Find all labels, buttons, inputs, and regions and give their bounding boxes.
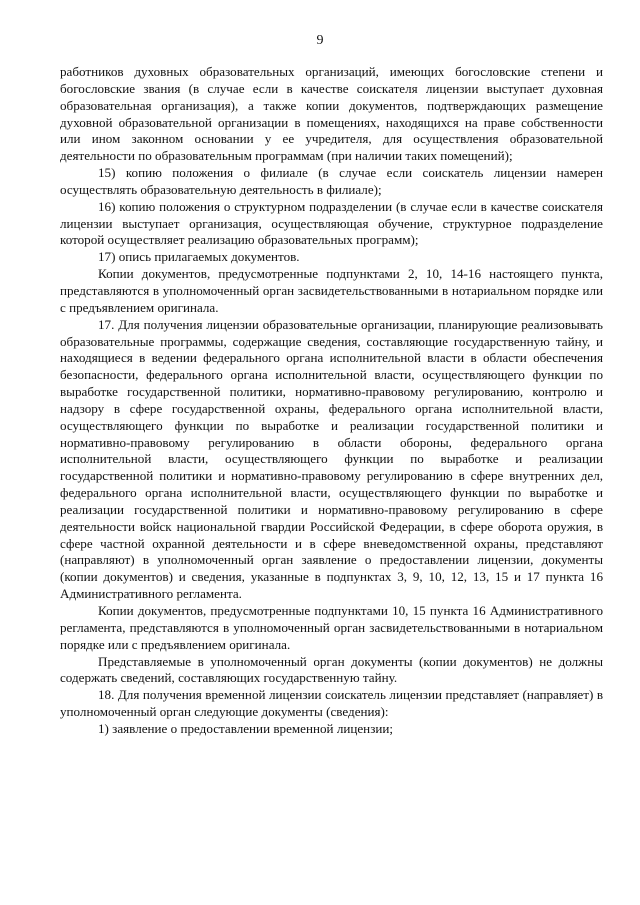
paragraph-clause-18: 18. Для получения временной лицензии соискатель лицензии представляет (направляет) в уполномоченный орган следующие документы (сведения): [60,687,603,720]
paragraph-item-1: 1) заявление о предоставлении временной лицензии; [98,720,394,736]
paragraph-clause-17: 17. Для получения лицензии образовательные организации, планирующие реализовывать образовательные программы, содержащие сведения, составляющие государственную тайну, и находящиеся в ведении федерального органа исполнительной власти в области обеспечения безопасности, федерального органа исполнительной власти, осуществляющего функции по выработке государственной политики, нормативно-правовому регулированию, контролю и надзору в сфере государственной охраны, федерального органа исполнительной власти, осуществляющего функции по выработке и реализации государственной политики и нормативно-правовому регулированию в области обороны, федерального органа исполнительной власти, осуществляющего функции по выработке и реализации государственной политики и нормативно-правовому регулированию в сфере внутренних дел, федерального органа исполнительной власти, осуществляющего функции по выработке и реализации государственной политики и нормативно-правовому регулированию в сфере деятельности войск национальной гвардии Российской Федерации, в сфере оборота оружия, в сфере частной охранной деятельности и в сфере вневедомственной охраны, представляют (направляют) в уполномоченный орган заявление о предоставлении лицензии, документы (копии документов) и сведения, указанные в подпунктах 3, 9, 10, 12, 13, 15 и 17 пункта 16 Административного регламента. [60,316,603,602]
page-number: 9 [316,33,324,48]
paragraph-continuation: работников духовных образовательных организаций, имеющих богословские степени и богословские звания (в случае если в качестве соискателя лицензии выступает духовная образовательная организация), а также копии документов, подтверждающих размещение духовной образовательной организации в помещениях, находящихся на праве собственности или ином законном основании у ее учредителя, для осуществления образовательной деятельности по образовательным программам (при наличии таких помещений); [60,64,603,164]
paragraph-item-16: 16) копию положения о структурном подразделении (в случае если в качестве соискателя лицензии выступает организация, осуществляющая обучение, структурное подразделение которой осуществляет реализацию образовательных программ); [60,198,603,248]
document-body [60,64,603,738]
paragraph-copies-note: Копии документов, предусмотренные подпунктами 2, 10, 14-16 настоящего пункта, представляются в уполномоченный орган засвидетельствованными в нотариальном порядке или с предъявлением оригинала. [60,266,603,315]
paragraph-item-17: 17) опись прилагаемых документов. [98,249,300,265]
paragraph-item-15: 15) копию положения о филиале (в случае если соискатель лицензии намерен осуществлять образовательную деятельность в филиале); [60,165,603,197]
paragraph-copies-note-2: Копии документов, предусмотренные подпунктами 10, 15 пункта 16 Административного регламента, представляются в уполномоченный орган засвидетельствованными в нотариальном порядке или с предъявлением оригинала. [60,603,603,652]
paragraph-secrecy-note: Представляемые в уполномоченный орган документы (копии документов) не должны содержать сведений, составляющих государственную тайну. [60,653,603,686]
